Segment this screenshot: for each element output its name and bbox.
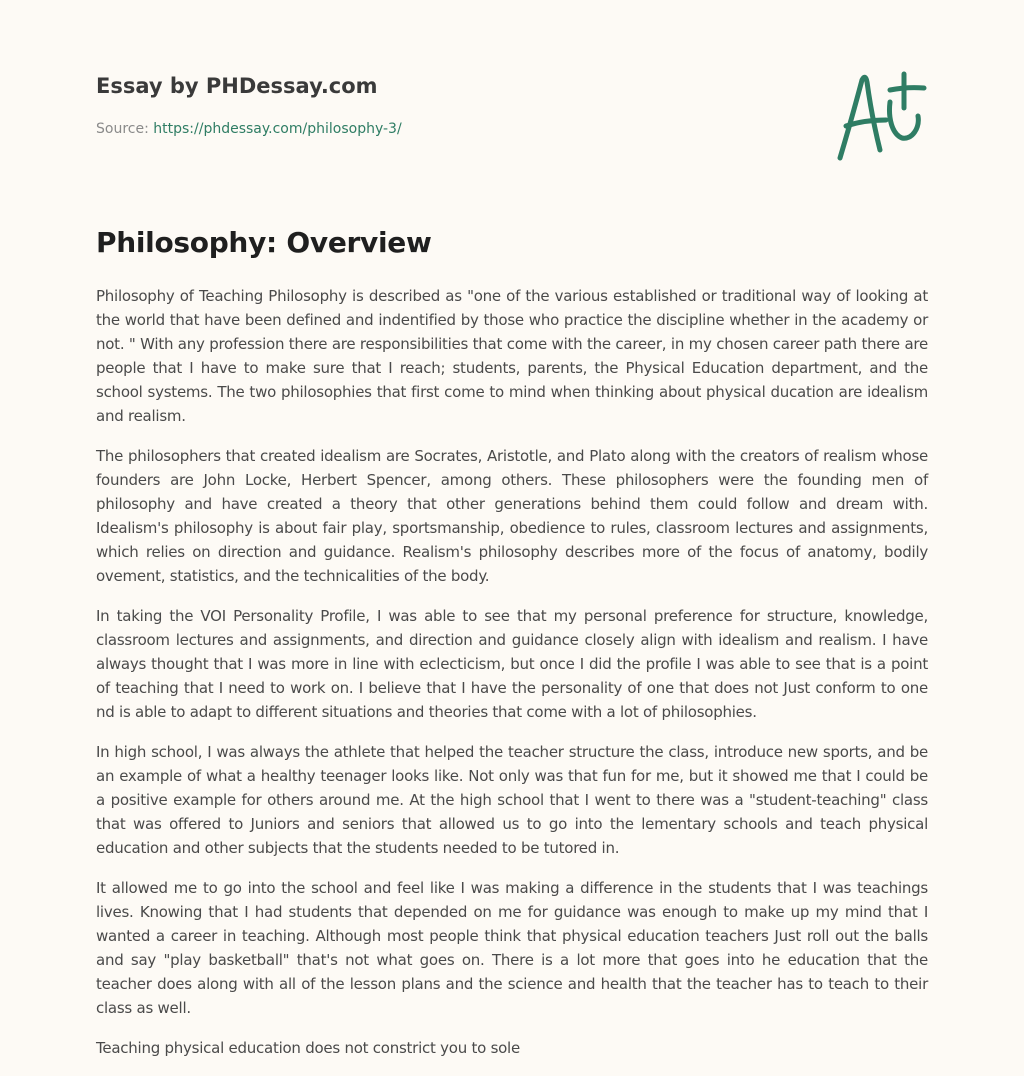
essay-paragraph-5: It allowed me to go into the school and feel like I was making a difference in the students that I was teachings lives. Knowing that I had students that depended on me for guidance was enough to make up my mind that I wanted a career in teaching. Although most people think that physical education teachers Just roll out the balls and say "play basketball" that's not what goes on. There is a lot more that goes into he education that the teacher does along with all of the lesson plans and the science and health that the teacher has to teach to their class as well. <box>96 879 928 1017</box>
essay-header <box>96 74 928 137</box>
essay-paragraph-6: Teaching physical education does not constrict you to sole <box>96 1039 520 1057</box>
source-link[interactable]: https://phdessay.com/philosophy-3/ <box>153 121 402 138</box>
source-line <box>96 121 928 137</box>
source-label: Source: <box>96 121 149 138</box>
essay-title: Philosophy: Overview <box>96 226 432 259</box>
essay-paragraph-3: In taking the VOI Personality Profile, I was able to see that my personal preference for structure, knowledge, classroom lectures and assignments, and direction and guidance closely align with idealism and realism. I have always thought that I was more in line with eclecticism, but once I did the profile I was able to see that is a point of teaching that I need to work on. I believe that I have the personality of one that does not Just conform to one nd is able to adapt to different situations and theories that come with a lot of philosophies. <box>96 607 928 721</box>
essay-paragraph-2: The philosophers that created idealism are Socrates, Aristotle, and Plato along with the creators of realism whose founders are John Locke, Herbert Spencer, among others. These philosophers were the founding men of philosophy and have created a theory that other generations behind them could follow and dream with. Idealism's philosophy is about fair play, sportsmanship, obedience to rules, classroom lectures and assignments, which relies on direction and guidance. Realism's philosophy describes more of the focus of anatomy, bodily ovement, statistics, and the technicalities of the body. <box>96 447 928 585</box>
essay-paragraph-1: Philosophy of Teaching Philosophy is described as "one of the various established or traditional way of looking at the world that have been defined and indentified by those who practice the discipline whether in the academy or not. " With any profession there are responsibilities that come with the career, in my chosen career path there are people that I have to make sure that I reach; students, parents, the Physical Education department, and the school systems. The two philosophies that first come to mind when thinking about physical ducation are idealism and realism. <box>96 287 928 425</box>
essay-body <box>96 284 928 1076</box>
brand-title: Essay by PHDessay.com <box>96 74 378 98</box>
essay-paragraph-4: In high school, I was always the athlete that helped the teacher structure the class, introduce new sports, and be an example of what a healthy teenager looks like. Not only was that fun for me, but it showed me that I could be a positive example for others around me. At the high school that I went to there was a "student-teaching" class that was offered to Juniors and seniors that allowed us to go into the lementary schools and teach physical education and other subjects that the students needed to be tutored in. <box>96 743 928 857</box>
a-plus-logo-icon <box>828 68 928 164</box>
